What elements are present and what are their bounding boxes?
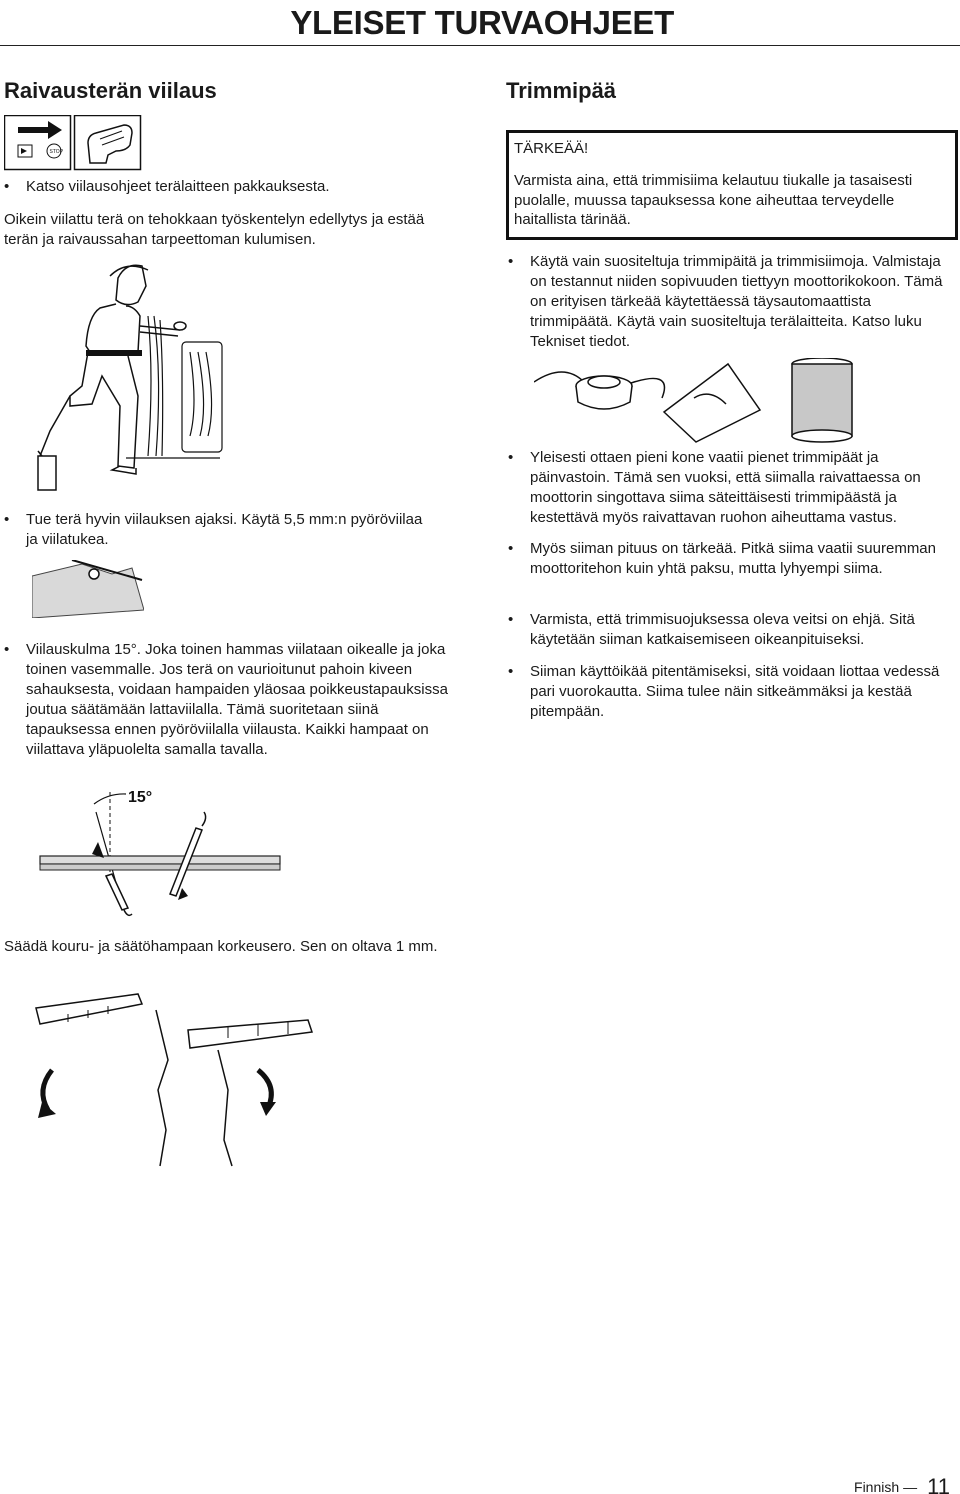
angle-label: 15° xyxy=(128,789,153,806)
paragraph-sharp-blade: Oikein viilattu terä on tehokkaan työskentelyn edellytys ja estää terän ja raivaussahan tarpeettoman kulumisen. xyxy=(4,211,425,248)
page-number: 11 xyxy=(927,1474,950,1494)
protective-gear-icons xyxy=(4,115,142,171)
bullet-filing-instructions: • Katso viilausohjeet terälaitteen pakkauksesta. xyxy=(4,177,434,197)
round-file-on-blade-illustration xyxy=(32,560,144,618)
svg-text:STOP: STOP xyxy=(49,149,64,155)
section-heading-blade-filing: Raivausterän viilaus xyxy=(4,78,217,103)
bullet-guard-knife: • Varmista, että trimmisuojuksessa oleva veitsi on ehjä. Sitä käytetään siiman katkaisemiseen oikeanpituiseksi. xyxy=(508,610,948,650)
section-heading-trimmer-head: Trimmipää xyxy=(506,78,617,103)
bullet-recommended-heads: • Käytä vain suositeltuja trimmipäitä ja trimmisiimoja. Valmistaja on testannut niiden sopivuuden tiettyyn moottorikokoon. Tämä on erityisen tärkeää käytettäessä täysautomaattista trimmipäätä. Käytä vain suositeltuja terälaitteita. Katso luku Tekniset tiedot. xyxy=(508,252,948,352)
page-footer: Finnish — 11 xyxy=(854,1474,950,1494)
footer-language: Finnish xyxy=(854,1479,900,1494)
warning-body: Varmista aina, että trimmisiima kelautuu tiukalle ja tasaisesti puolalle, muussa tapauksessa kone aiheuttaa terveydelle haitallista tärinää. xyxy=(514,172,913,228)
operator-filing-blade-illustration xyxy=(30,256,230,496)
trimmer-head-and-line-illustration xyxy=(534,358,854,444)
bullet-filing-angle: • Viilauskulma 15°. Joka toinen hammas viilataan oikealle ja joka toinen vasemmalle. Jos terä on vaurioitunut pahoin kiveen sahauksesta, voidaan hampaiden yläosaa poikkeustapauksissa joutua säätämään lattaviilalla. Tämä suoritetaan siinä tapauksessa ennen pyöröviilalla viilausta. Kaikki hampaat on viilattava yläpuolelta samalla tavalla. xyxy=(4,640,452,760)
important-warning-box xyxy=(506,130,958,240)
warning-title: TÄRKEÄÄ! xyxy=(514,140,589,157)
bullet-small-machine: • Yleisesti ottaen pieni kone vaatii pienet trimmipäät ja päinvastoin. Tämä sen vuoksi, että siimalla raivattaessa on moottorin singottava siima säteittäisesti trimmipäästä ja kestettävä myös raivattavan ruohon aiheuttama vastus. xyxy=(508,448,958,528)
paragraph-tooth-height: Säädä kouru- ja säätöhampaan korkeusero. Sen on oltava 1 mm. xyxy=(4,938,438,955)
bullet-line-length: • Myös siiman pituus on tärkeää. Pitkä siima vaatii suuremman moottoritehon kuin yhtä paksu, mutta lyhyempi siima. xyxy=(508,539,948,579)
raker-height-diagram xyxy=(28,990,318,1170)
filing-angle-diagram xyxy=(36,782,286,922)
bullet-support-blade: • Tue terä hyvin viilauksen ajaksi. Käytä 5,5 mm:n pyöröviilaa ja viilatukea. xyxy=(4,510,434,550)
page-header xyxy=(0,0,960,46)
page-title: YLEISET TURVAOHJEET xyxy=(290,4,674,41)
bullet-soak-line: • Siiman käyttöikää pitentämiseksi, sitä voidaan liottaa vedessä pari vuorokautta. Siima tulee näin sitkeämmäksi ja kestää pitempään. xyxy=(508,662,948,722)
